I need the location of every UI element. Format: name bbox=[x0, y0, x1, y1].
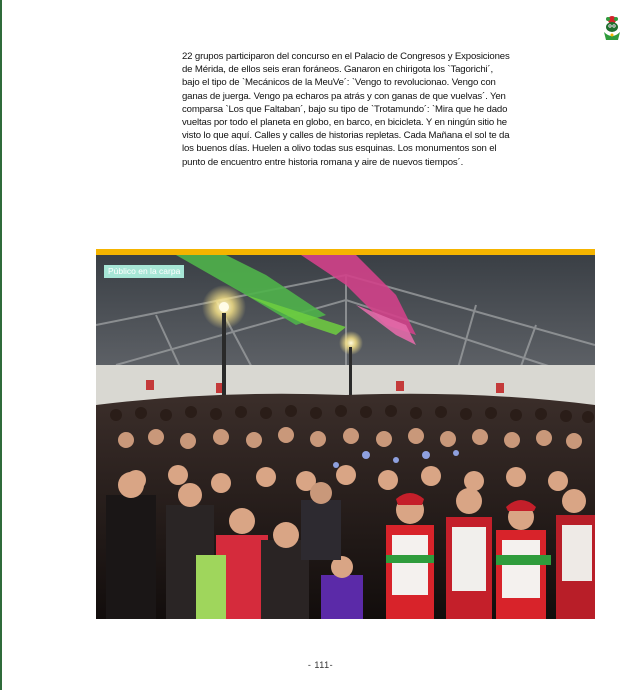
photo-caption: Público en la carpa bbox=[104, 265, 184, 278]
page-number: - 111- bbox=[307, 660, 334, 670]
carnival-mascot-icon bbox=[599, 14, 625, 42]
photo-frame bbox=[96, 249, 595, 619]
article-paragraph: 22 grupos participaron del concurso en el Palacio de Congresos y Exposiciones de Mérida, de ellos seis eran foráneos. Ganaron en chirigota los `Tagorichi´, bajo el tipo de `Mecánicos de la MeuVe´: `Vengo to revolucionao. Vengo con ganas de juerga. Vengo pa echaros pa atrás y con ganas de que vuelvas´. Yen comparsa `Los que Faltaban´, bajo su tipo de `Trotamundo´: `Mira que he dado vueltas por todo el planeta en globo, en barco, en bicicleta. Y en ningún sitio he visto lo que aquí. Calles y calles de historias repletas. Cada Mañana el sol te da los buenos días. Huelen a olivo todas sus esquinas. Los monumentos son el punto de encuentro entre historia romana y aire de nuevos tiempos´. bbox=[182, 51, 510, 168]
photo-carnival-crowd-in-tent bbox=[96, 255, 595, 619]
page-left-edge bbox=[0, 0, 2, 690]
